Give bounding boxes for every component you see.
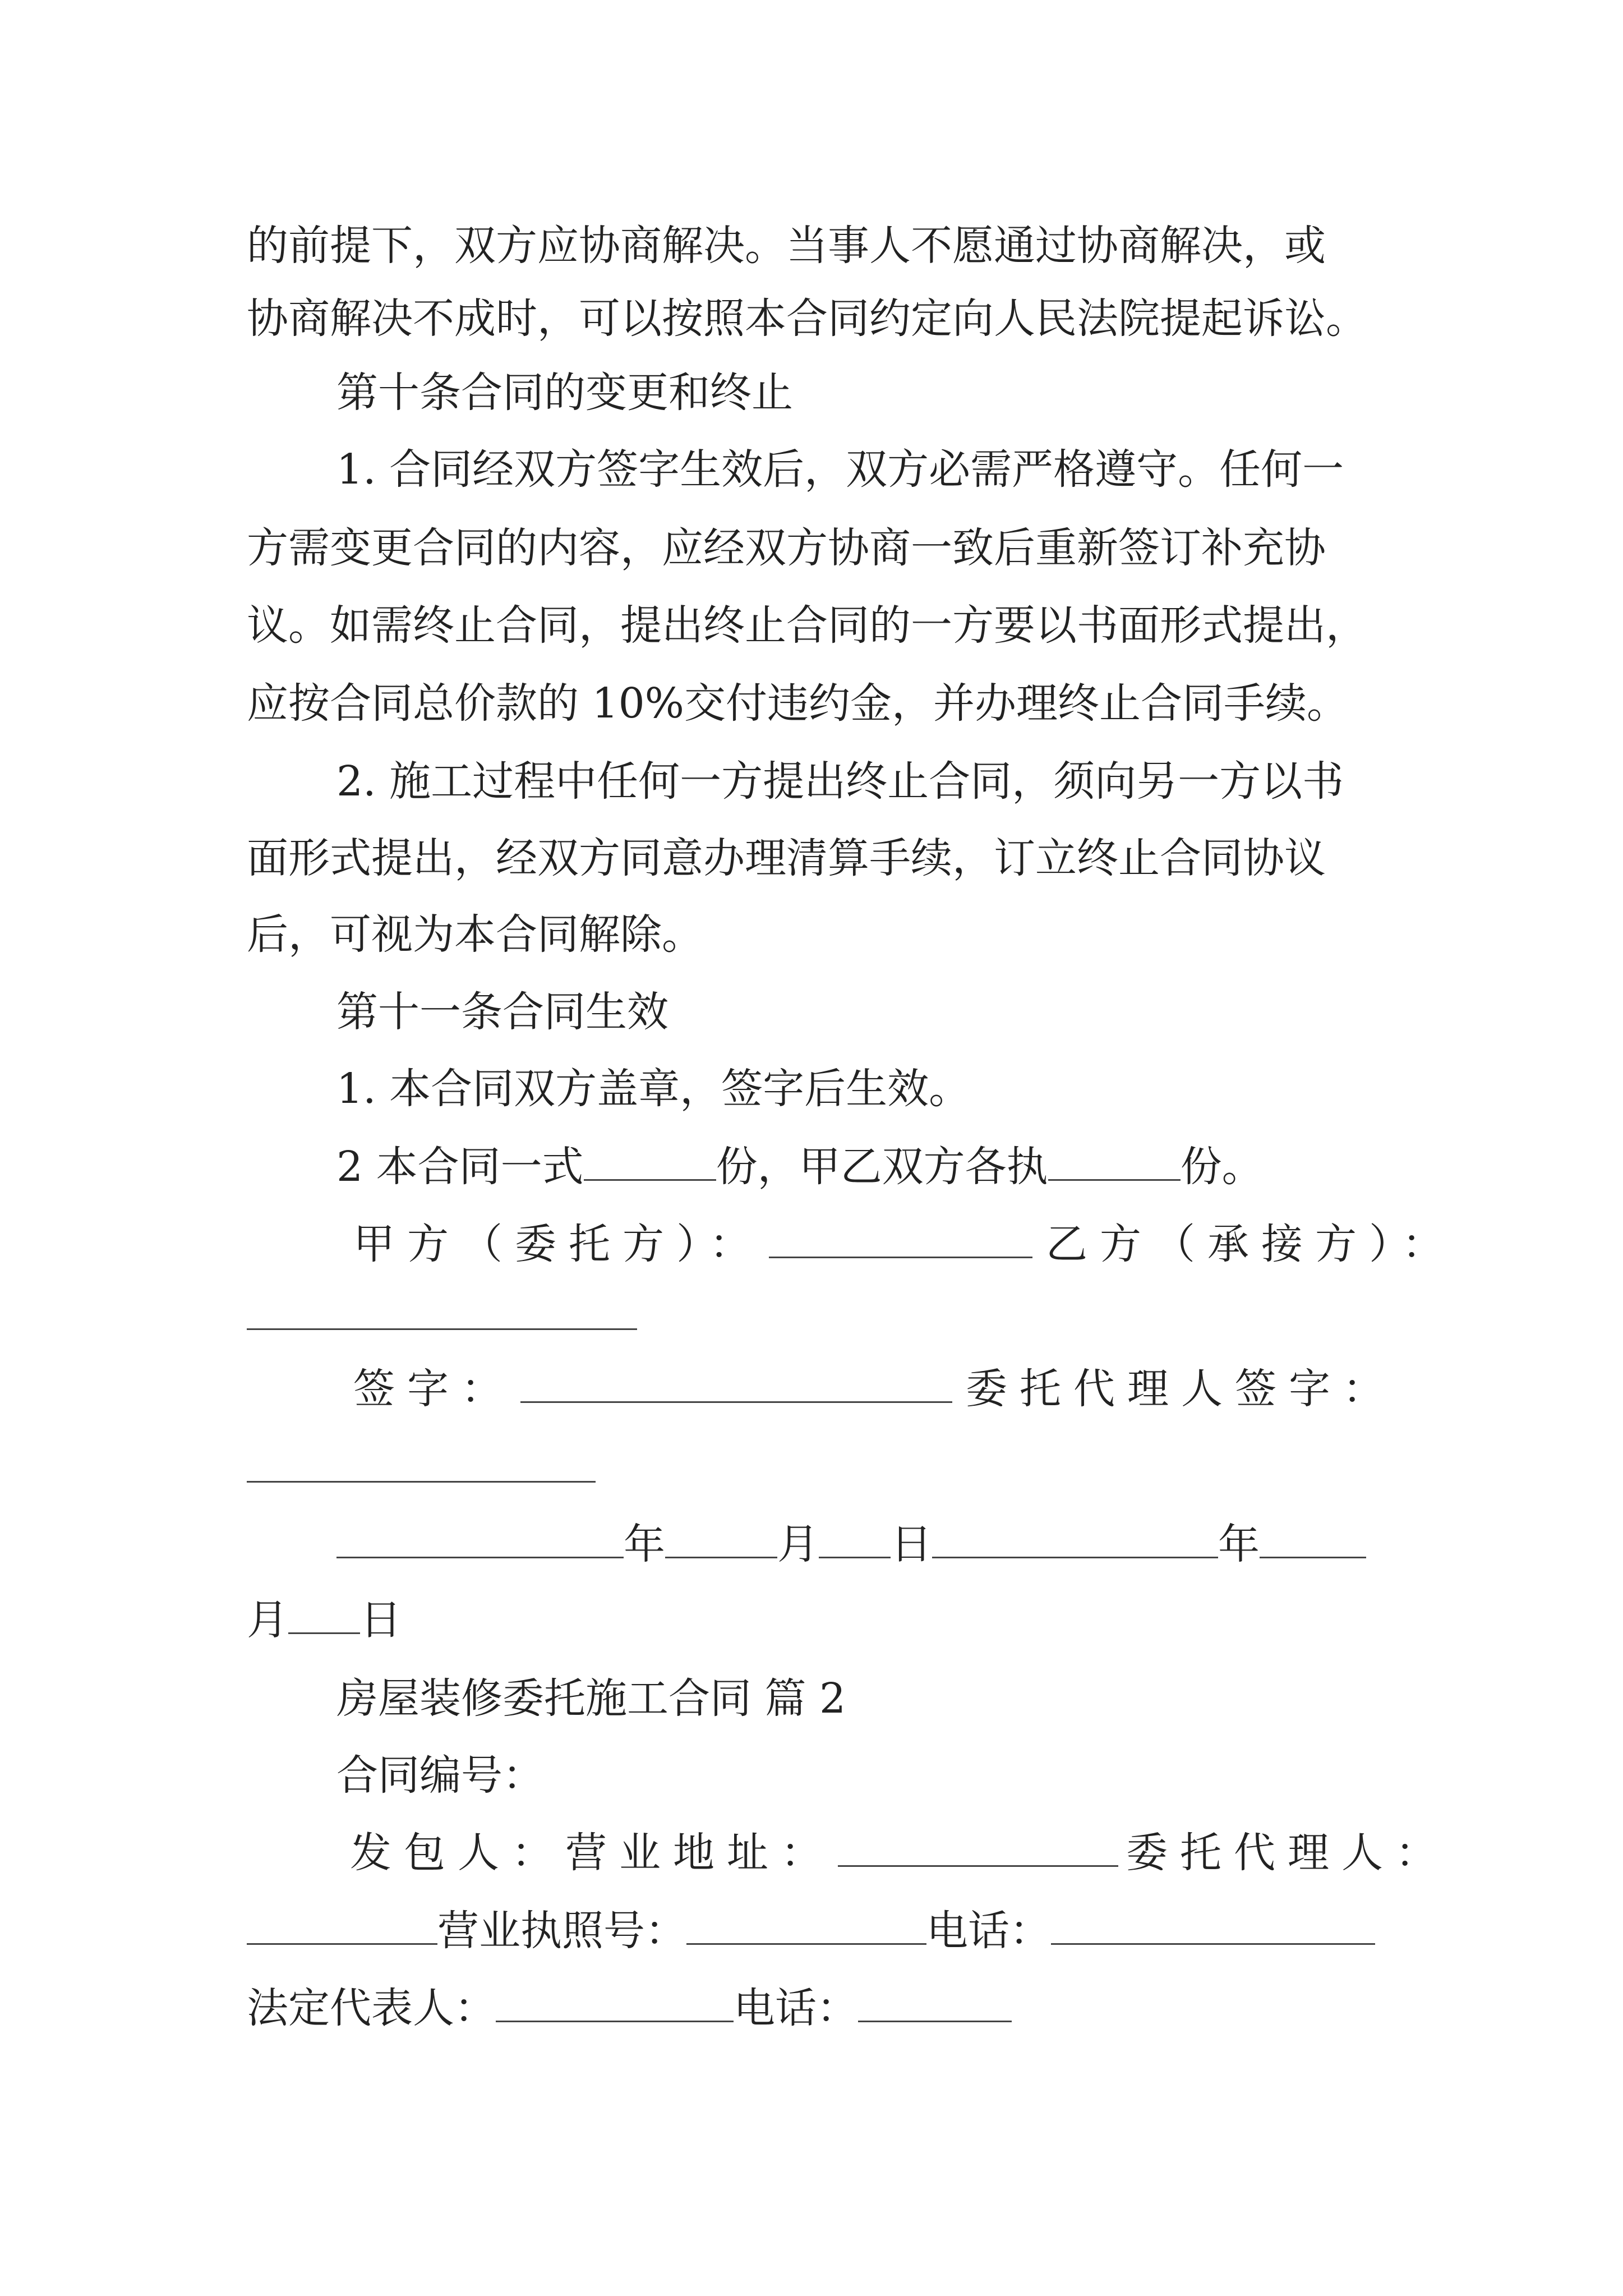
paragraph-line: 方需变更合同的内容，应经双方协商一致后重新签订补充协 [247, 524, 1326, 572]
party-a-blank[interactable] [769, 1217, 1032, 1258]
year-label: 年 [1218, 1520, 1260, 1568]
sign-blank[interactable] [520, 1362, 952, 1403]
agent-blank[interactable] [247, 1904, 437, 1945]
employer-line [350, 1825, 1449, 1881]
date-a-year-blank[interactable] [336, 1517, 624, 1558]
date-b-year-blank[interactable] [932, 1517, 1218, 1558]
license-no-blank[interactable] [686, 1904, 926, 1945]
legal-rep-blank[interactable] [496, 1981, 734, 2022]
section-title: 房屋装修委托施工合同 篇 2 [336, 1674, 846, 1723]
business-address-label: 营业地址： [565, 1829, 834, 1877]
copies-line [336, 1139, 1391, 1195]
paragraph-line: 1. 本合同双方盖章，签字后生效。 [336, 1065, 971, 1113]
date-line-continued [247, 1592, 1391, 1648]
paragraph-line: 后，可视为本合同解除。 [247, 910, 703, 959]
paragraph-line: 2. 施工过程中任何一方提出终止合同，须向另一方以书 [336, 757, 1344, 806]
legal-rep-phone-blank[interactable] [858, 1981, 1012, 2022]
date-line [336, 1516, 1391, 1572]
contract-number-line: 合同编号： [336, 1751, 544, 1800]
sign-label: 签字： [353, 1365, 515, 1413]
license-no-label: 营业执照号： [437, 1907, 686, 1955]
paragraph-line: 议。如需终止合同，提出终止合同的一方要以书面形式提出， [247, 601, 1367, 650]
date-b-day-blank[interactable] [288, 1593, 360, 1634]
legal-rep-label: 法定代表人： [247, 1984, 496, 2032]
party-b-blank[interactable] [247, 1328, 637, 1330]
date-a-month-blank[interactable] [665, 1517, 777, 1558]
party-b-label: 乙方（承接方）： [1046, 1220, 1456, 1268]
paragraph-line: 1. 合同经双方签字生效后，双方必需严格遵守。任何一 [336, 445, 1344, 494]
paragraph-line: 协商解决不成时，可以按照本合同约定向人民法院提起诉讼。 [247, 295, 1367, 343]
agent-sign-blank[interactable] [247, 1481, 596, 1483]
date-b-month-blank[interactable] [1260, 1517, 1366, 1558]
party-a-label: 甲方（委托方）： [353, 1220, 763, 1268]
phone-label: 电话： [734, 1984, 858, 2032]
day-label: 日 [360, 1596, 402, 1644]
agent-sign-label: 委托代理人签字： [966, 1365, 1396, 1413]
month-label: 月 [777, 1520, 819, 1568]
date-a-day-blank[interactable] [819, 1517, 891, 1558]
employer-label: 发包人： [350, 1829, 565, 1877]
day-label: 日 [891, 1520, 932, 1568]
legal-rep-line [247, 1980, 1391, 2036]
copies-suffix: 份。 [1180, 1143, 1264, 1191]
phone-blank[interactable] [1051, 1904, 1375, 1945]
paragraph-line: 应按合同总价款的 10%交付违约金，并办理终止合同手续。 [247, 679, 1348, 728]
article-heading: 第十条合同的变更和终止 [336, 369, 793, 417]
phone-label: 电话： [926, 1907, 1051, 1955]
copies-prefix: 2 本合同一式 [336, 1143, 584, 1191]
signature-line [353, 1361, 1396, 1417]
party-line [353, 1216, 1456, 1272]
paragraph-line: 的前提下，双方应协商解决。当事人不愿通过协商解决，或 [247, 222, 1326, 270]
copies-total-blank[interactable] [584, 1140, 716, 1181]
license-line [247, 1903, 1391, 1959]
month-label: 月 [247, 1596, 288, 1644]
copies-mid: 份，甲乙双方各执 [716, 1143, 1048, 1191]
year-label: 年 [624, 1520, 665, 1568]
copies-each-blank[interactable] [1048, 1140, 1181, 1181]
business-address-blank[interactable] [838, 1826, 1118, 1867]
article-heading: 第十一条合同生效 [336, 988, 668, 1036]
paragraph-line: 面形式提出，经双方同意办理清算手续，订立终止合同协议 [247, 834, 1326, 882]
agent-label: 委托代理人： [1126, 1829, 1449, 1877]
